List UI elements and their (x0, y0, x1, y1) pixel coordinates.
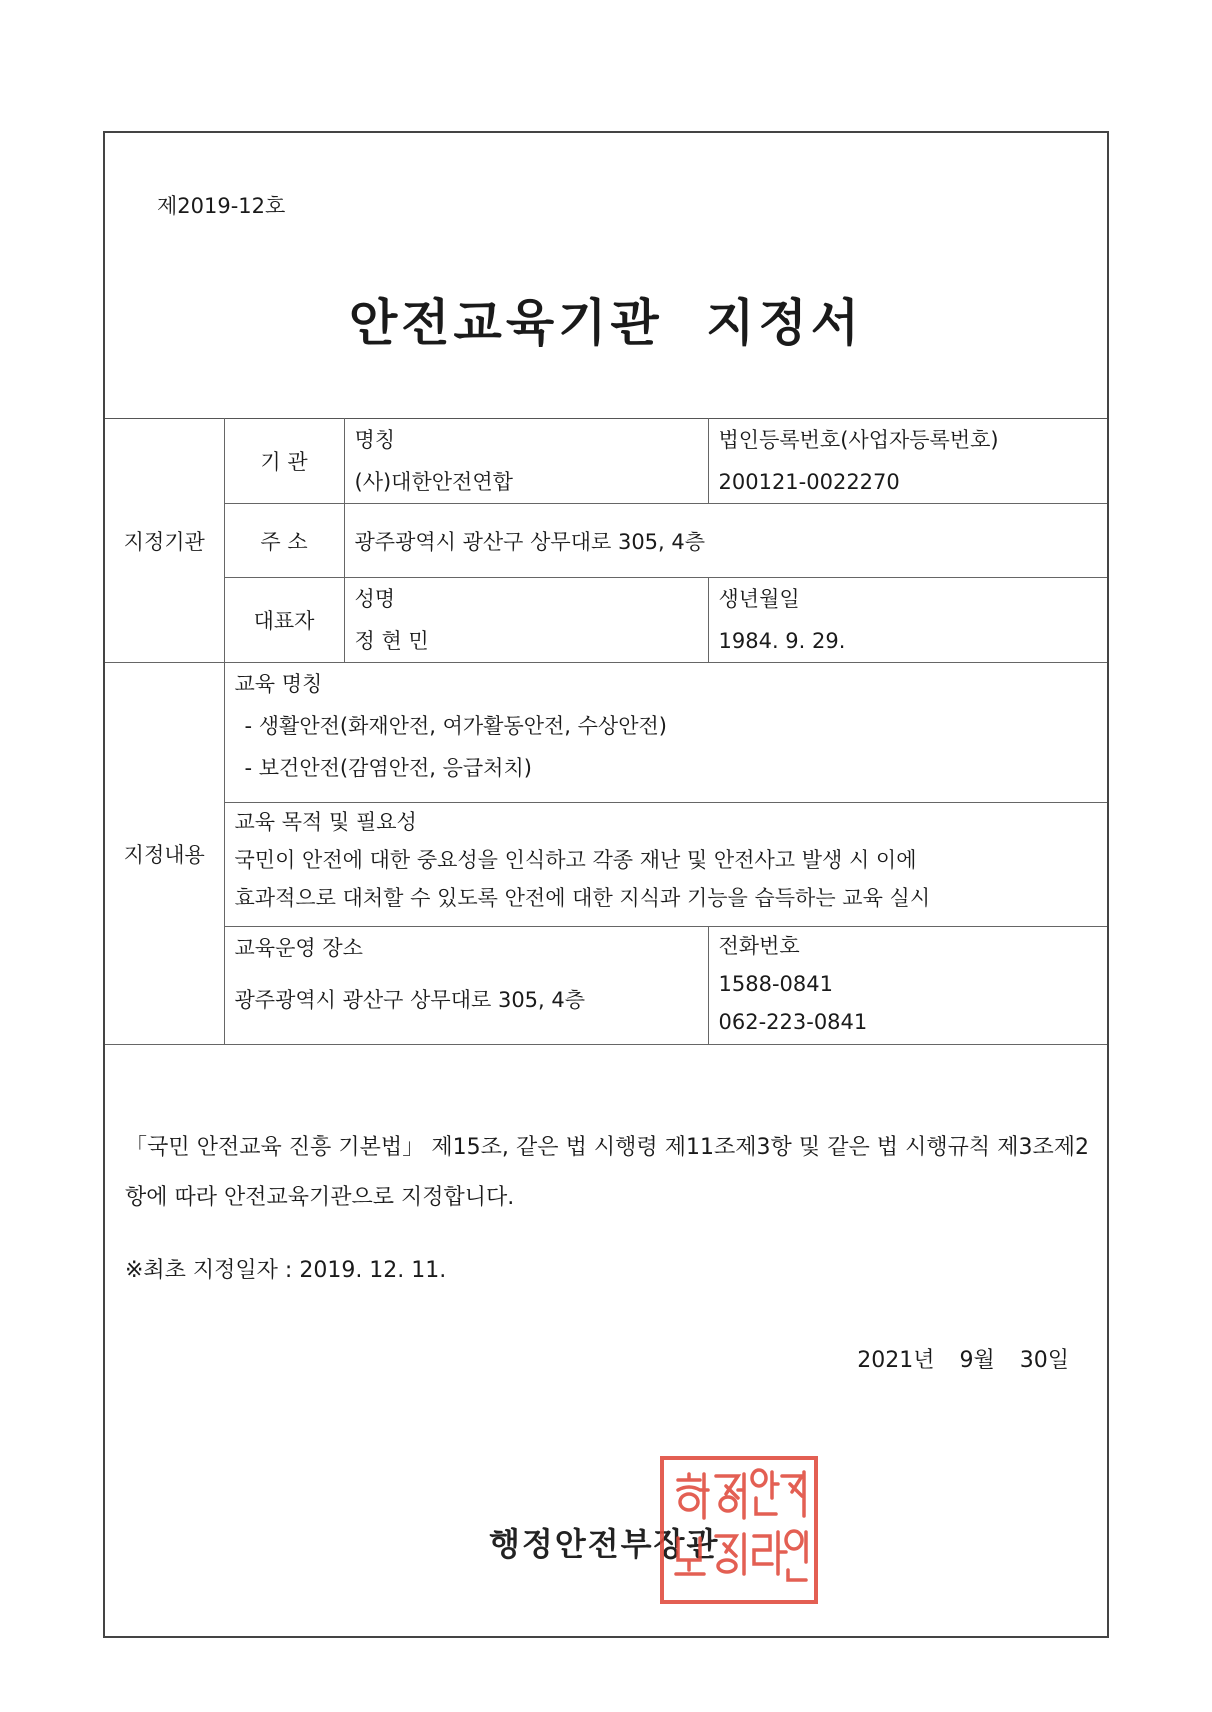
org-reg-cell (708, 419, 1107, 504)
rep-birth-label: 생년월일 (718, 587, 800, 611)
rep-birth-cell (708, 578, 1107, 663)
purpose-line: 효과적으로 대처할 수 있도록 안전에 대한 지식과 기능을 습득하는 교육 실시 (234, 886, 931, 910)
official-seal (660, 1456, 818, 1604)
designation-table (105, 418, 1107, 1045)
address-label: 주 소 (224, 504, 344, 578)
phone-label: 전화번호 (718, 934, 800, 958)
designation-group-label: 지정내용 (105, 663, 224, 1045)
edu-name-label: 교육 명칭 (234, 672, 323, 696)
document-title: 안전교육기관 지정서 (348, 294, 864, 352)
org-label: 기 관 (224, 419, 344, 504)
org-reg-number: 200121-0022270 (718, 470, 900, 494)
org-name: (사)대한안전연합 (354, 470, 513, 494)
certificate-frame (103, 131, 1109, 1638)
place-cell (224, 927, 708, 1045)
place-value: 광주광역시 광산구 상무대로 305, 4층 (234, 988, 586, 1012)
edu-item: - 생활안전(화재안전, 여가활동안전, 수상안전) (244, 714, 667, 738)
org-name-cell (344, 419, 708, 504)
edu-name-cell (224, 663, 1107, 803)
issue-date: 2021년 9월 30일 (857, 1348, 1069, 1373)
org-reg-label: 법인등록번호(사업자등록번호) (718, 428, 999, 452)
edu-item: - 보건안전(감염안전, 응급처치) (244, 756, 532, 780)
purpose-cell (224, 803, 1107, 927)
document-number: 제2019-12호 (157, 194, 286, 218)
place-label: 교육운영 장소 (234, 936, 363, 960)
representative-label: 대표자 (224, 578, 344, 663)
phone-number: 062-223-0841 (718, 1010, 868, 1034)
address-value: 광주광역시 광산구 상무대로 305, 4층 (344, 504, 1107, 578)
initial-designation-date: ※최초 지정일자 : 2019. 12. 11. (125, 1258, 447, 1283)
designated-org-group-label: 지정기관 (105, 419, 224, 663)
org-name-label: 명칭 (354, 428, 396, 452)
purpose-label: 교육 목적 및 필요성 (234, 810, 417, 834)
issuer-name: 행정안전부장관 (489, 1525, 720, 1563)
legal-basis-text: 「국민 안전교육 진흥 기본법」 제15조, 같은 법 시행령 제11조제3항 및 같은 법 시행규칙 제3조제2항에 따라 안전교육기관으로 지정합니다. (125, 1135, 1089, 1210)
seal-mark-icon (664, 1460, 814, 1600)
rep-name-label: 성명 (354, 587, 396, 611)
purpose-line: 국민이 안전에 대한 중요성을 인식하고 각종 재난 및 안전사고 발생 시 이에 (234, 848, 917, 872)
phone-number: 1588-0841 (718, 972, 833, 996)
rep-name-cell (344, 578, 708, 663)
rep-name: 정 현 민 (354, 629, 429, 653)
rep-birth: 1984. 9. 29. (718, 629, 846, 653)
phone-cell (708, 927, 1107, 1045)
